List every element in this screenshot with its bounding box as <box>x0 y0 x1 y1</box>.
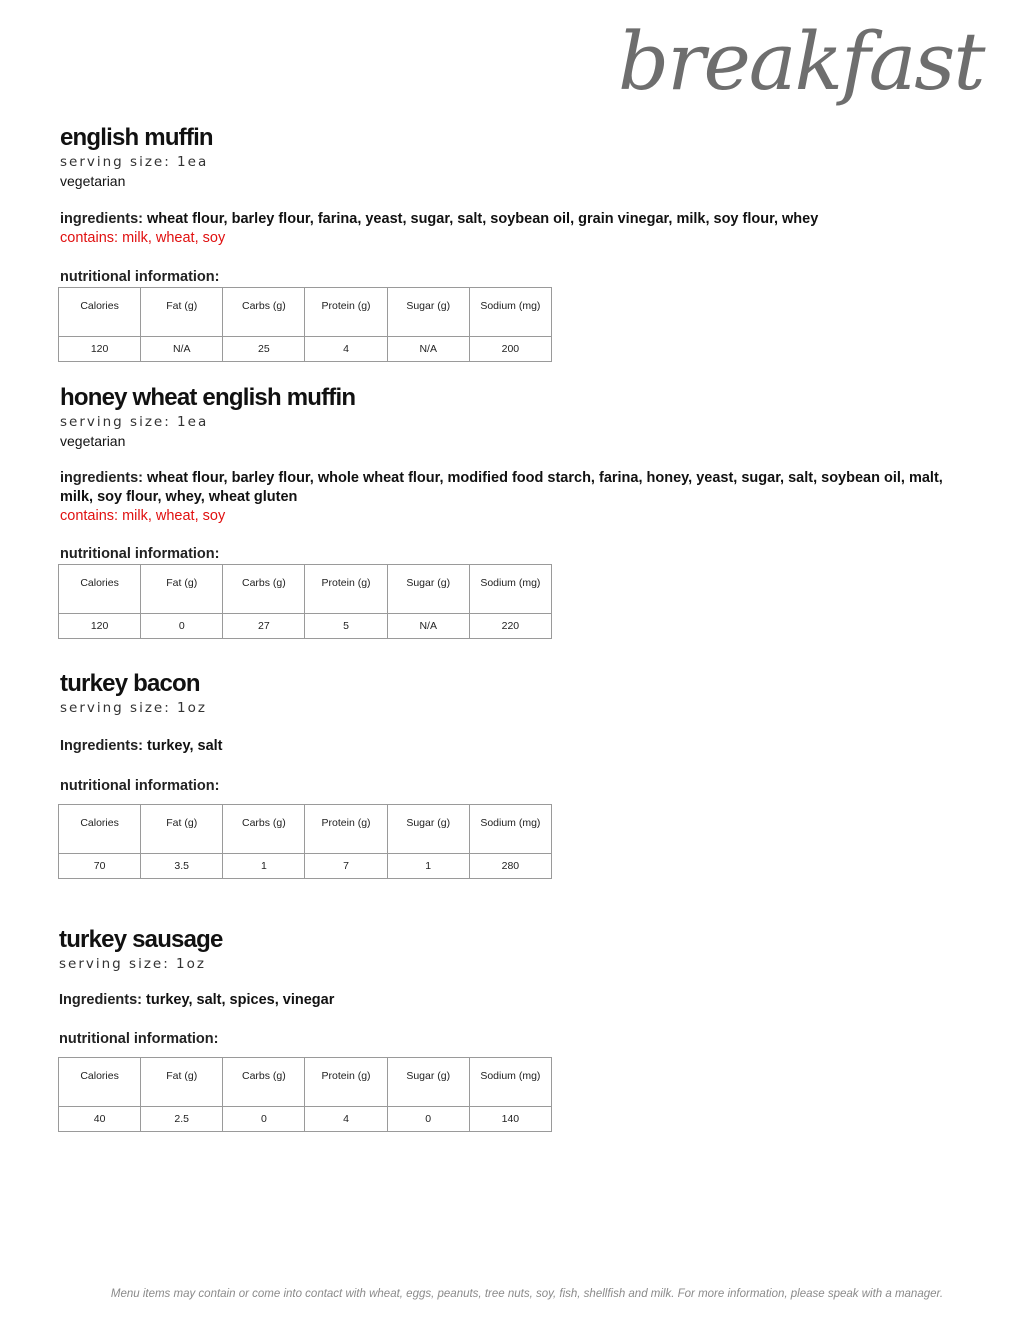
value-fat: 3.5 <box>141 853 223 878</box>
allergen-contains: contains: milk, wheat, soy <box>60 507 226 524</box>
header-sugar: Sugar (g) <box>387 1057 469 1106</box>
nutrition-table <box>58 804 552 879</box>
ingredients-label: ingredients: <box>60 210 143 227</box>
header-protein: Protein (g) <box>305 804 387 853</box>
value-sugar: N/A <box>387 613 469 638</box>
menu-item-english-muffin <box>60 124 960 362</box>
nutrition-table <box>58 287 552 362</box>
ingredients-text: turkey, salt <box>147 737 223 754</box>
value-carbs: 25 <box>223 336 305 361</box>
header-carbs: Carbs (g) <box>223 1057 305 1106</box>
header-calories: Calories <box>59 1057 141 1106</box>
value-sugar: 0 <box>387 1106 469 1131</box>
value-calories: 120 <box>59 336 141 361</box>
nutrition-label: nutritional information: <box>60 268 220 285</box>
page-title: breakfast <box>618 15 984 108</box>
header-protein: Protein (g) <box>305 287 387 336</box>
value-sodium: 140 <box>469 1106 551 1131</box>
value-calories: 70 <box>59 853 141 878</box>
ingredients-label: ingredients: <box>60 469 143 486</box>
value-protein: 4 <box>305 1106 387 1131</box>
nutrition-value-row <box>59 336 552 361</box>
menu-item-turkey-sausage <box>59 926 959 1132</box>
value-sodium: 200 <box>469 336 551 361</box>
nutrition-label: nutritional information: <box>60 777 220 794</box>
nutrition-value-row <box>59 613 552 638</box>
value-fat: 2.5 <box>141 1106 223 1131</box>
header-sugar: Sugar (g) <box>387 804 469 853</box>
value-protein: 5 <box>305 613 387 638</box>
header-sugar: Sugar (g) <box>387 287 469 336</box>
header-fat: Fat (g) <box>141 804 223 853</box>
header-sodium: Sodium (mg) <box>469 287 551 336</box>
value-carbs: 1 <box>223 853 305 878</box>
value-sugar: 1 <box>387 853 469 878</box>
value-fat: 0 <box>141 613 223 638</box>
header-fat: Fat (g) <box>141 287 223 336</box>
header-protein: Protein (g) <box>305 564 387 613</box>
header-sugar: Sugar (g) <box>387 564 469 613</box>
value-carbs: 27 <box>223 613 305 638</box>
serving-size: serving size: 1oz <box>59 955 206 972</box>
header-sodium: Sodium (mg) <box>469 1057 551 1106</box>
nutrition-table <box>58 1057 552 1132</box>
item-name: turkey bacon <box>60 670 200 697</box>
menu-item-turkey-bacon <box>60 670 960 879</box>
header-fat: Fat (g) <box>141 564 223 613</box>
header-sodium: Sodium (mg) <box>469 564 551 613</box>
nutrition-header-row <box>59 804 552 853</box>
ingredients-label: Ingredients: <box>59 991 142 1008</box>
value-sodium: 280 <box>469 853 551 878</box>
menu-item-honey-wheat-english-muffin <box>60 384 960 639</box>
header-calories: Calories <box>59 287 141 336</box>
header-carbs: Carbs (g) <box>223 287 305 336</box>
ingredients-line <box>60 737 960 756</box>
ingredients-label: Ingredients: <box>60 737 143 754</box>
serving-size: serving size: 1oz <box>60 699 207 716</box>
header-carbs: Carbs (g) <box>223 804 305 853</box>
diet-tag: vegetarian <box>60 432 126 449</box>
value-calories: 40 <box>59 1106 141 1131</box>
header-fat: Fat (g) <box>141 1057 223 1106</box>
value-fat: N/A <box>141 336 223 361</box>
nutrition-header-row <box>59 287 552 336</box>
header-calories: Calories <box>59 564 141 613</box>
header-calories: Calories <box>59 804 141 853</box>
ingredients-line <box>60 210 960 229</box>
item-name: turkey sausage <box>59 926 223 953</box>
value-protein: 7 <box>305 853 387 878</box>
nutrition-header-row <box>59 564 552 613</box>
item-name: english muffin <box>60 124 213 151</box>
value-carbs: 0 <box>223 1106 305 1131</box>
allergen-contains: contains: milk, wheat, soy <box>60 229 226 246</box>
ingredients-line <box>60 469 960 507</box>
ingredients-text: turkey, salt, spices, vinegar <box>146 991 335 1008</box>
allergen-disclaimer: Menu items may contain or come into contact with wheat, eggs, peanuts, tree nuts, soy, fish, shellfish and milk. For more information, please speak with a manager. <box>110 1288 944 1300</box>
value-sugar: N/A <box>387 336 469 361</box>
nutrition-label: nutritional information: <box>59 1030 219 1047</box>
serving-size: serving size: 1ea <box>60 153 209 170</box>
nutrition-label: nutritional information: <box>60 545 220 562</box>
item-name: honey wheat english muffin <box>60 384 356 411</box>
nutrition-value-row <box>59 1106 552 1131</box>
header-sodium: Sodium (mg) <box>469 804 551 853</box>
ingredients-text: wheat flour, barley flour, farina, yeast, sugar, salt, soybean oil, grain vinegar, milk, soy flour, whey <box>147 210 819 227</box>
header-carbs: Carbs (g) <box>223 564 305 613</box>
value-protein: 4 <box>305 336 387 361</box>
nutrition-value-row <box>59 853 552 878</box>
header-protein: Protein (g) <box>305 1057 387 1106</box>
ingredients-line <box>59 991 959 1010</box>
diet-tag: vegetarian <box>60 172 126 189</box>
serving-size: serving size: 1ea <box>60 413 209 430</box>
nutrition-table <box>58 564 552 639</box>
value-calories: 120 <box>59 613 141 638</box>
value-sodium: 220 <box>469 613 551 638</box>
ingredients-text: wheat flour, barley flour, whole wheat flour, modified food starch, farina, honey, yeast, sugar, salt, soybean oil, malt, milk, soy flour, whey, wheat gluten <box>60 469 943 505</box>
nutrition-header-row <box>59 1057 552 1106</box>
